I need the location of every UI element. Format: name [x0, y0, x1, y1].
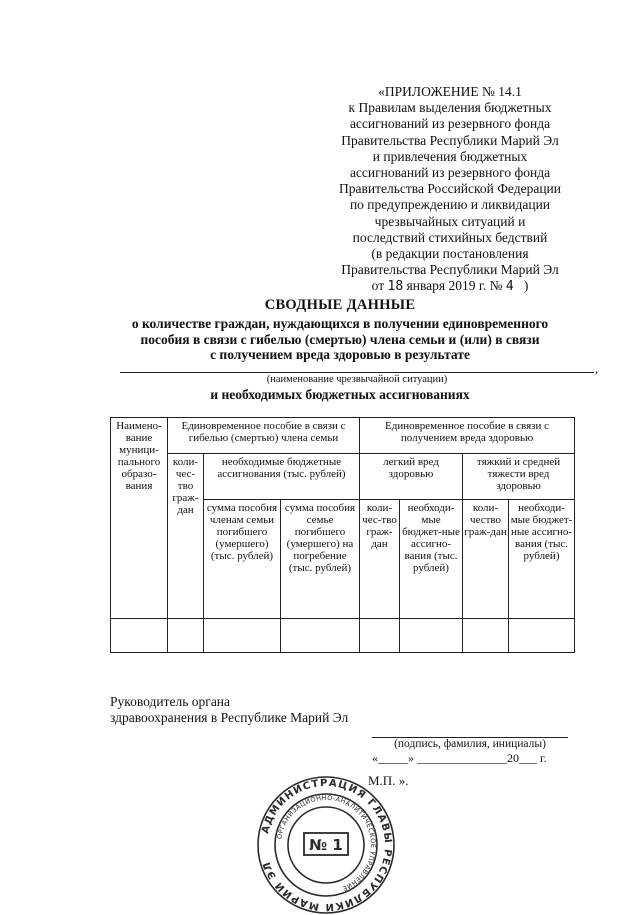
annex-line: (в редакции постановления [371, 246, 529, 262]
annex-date-day: 18 [387, 279, 404, 295]
family-members-sum-header: сумма пособия членам семьи погибшего (умершего) (тыс. рублей) [204, 500, 281, 619]
table-cell[interactable] [400, 618, 463, 652]
signature-caption: (подпись, фамилия, инициалы) [394, 738, 546, 750]
signature-date-line: «_____» _______________20___ г. [372, 751, 547, 765]
table-cell[interactable] [463, 618, 509, 652]
annex-line: чрезвычайных ситуаций и [374, 213, 526, 229]
needed-budget-header: необходимые бюджетные ассигнования (тыс. рублей) [204, 454, 360, 500]
table-cell[interactable] [281, 618, 360, 652]
annex-date-number: 4 [505, 279, 514, 295]
stamp-inner-text: ОРГАНИЗАЦИОННО-АНАЛИТИЧЕСКОЕ УПРАВЛЕНИЕ [275, 793, 378, 893]
table-cell[interactable] [360, 618, 400, 652]
seal-place-label: М.П. ». [368, 773, 409, 788]
head-line: здравоохранения в Республике Марий Эл [110, 710, 349, 725]
annex-line: «ПРИЛОЖЕНИЕ № 14.1 [378, 84, 522, 99]
table-cell[interactable] [168, 618, 204, 652]
annex-line: последствий стихийных бедствий [352, 229, 548, 245]
light-harm-header: легкий вред здоровью [360, 454, 463, 500]
stamp-number: № 1 [309, 836, 343, 854]
light-harm-count-header: коли-чес-тво граж-дан [360, 500, 400, 619]
summary-table [110, 417, 575, 653]
official-stamp-icon [256, 775, 396, 915]
annex-line: по предупреждению и ликвидации [349, 197, 551, 213]
subtitle-line: с получением вреда здоровью в результате [210, 347, 470, 362]
head-of-health-authority [110, 694, 348, 726]
annex-line: ассигнований из резервного фонда [349, 116, 551, 132]
light-harm-budget-header: необходи-мые бюджет-ные ассигно-вания (тыс. рублей) [400, 500, 463, 619]
annex-line: Правительства Республики Марий Эл [341, 132, 559, 148]
annex-date-line [300, 278, 600, 295]
municipality-header: Наимено-вание муници-пального образо-вания [111, 418, 168, 619]
citizens-count-header: коли-чес-тво граж-дан [168, 454, 204, 619]
annex-line: к Правилам выделения бюджетных [348, 100, 552, 116]
document-title: СВОДНЫЕ ДАННЫЕ [264, 297, 416, 313]
severe-harm-count-header: коли-чество граж-дан [463, 500, 509, 619]
annex-line: Правительства Республики Марий Эл [341, 262, 559, 278]
stamp-outer-text: АДМИНИСТРАЦИЯ ГЛАВЫ РЕСПУБЛИКИ МАРИЙ ЭЛ [260, 777, 394, 913]
subtitle-line: о количестве граждан, нуждающихся в получении единовременного [131, 316, 549, 331]
document-subtitle [80, 316, 600, 363]
funeral-sum-header: сумма пособия семье погибшего (умершего) на погребение (тыс. рублей) [281, 500, 360, 619]
annex-line: ассигнований из резервного фонда [349, 165, 551, 181]
emergency-comma: , [595, 361, 599, 376]
budget-needs-title: и необходимых бюджетных ассигнованиях [210, 387, 470, 402]
annex-date-suffix: ) [523, 278, 529, 294]
annex-block [300, 84, 600, 296]
head-line: Руководитель органа [110, 694, 231, 709]
emergency-name-line [120, 372, 594, 373]
death-benefit-header: Единовременное пособие в связи с гибелью (смертью) члена семьи [168, 418, 360, 454]
table-cell[interactable] [111, 618, 168, 652]
annex-line: и привлечения бюджетных [372, 148, 528, 164]
annex-date-middle: января 2019 г. № [406, 278, 503, 294]
table-cell[interactable] [204, 618, 281, 652]
emergency-caption: (наименование чрезвычайной ситуации) [266, 374, 448, 385]
table-row [111, 618, 575, 652]
table-cell[interactable] [509, 618, 575, 652]
subtitle-line: пособия в связи с гибелью (смертью) члена семьи и (или) в связи [140, 331, 540, 347]
health-benefit-header: Единовременное пособие в связи с получением вреда здоровью [360, 418, 575, 454]
annex-date-prefix: от [371, 278, 385, 294]
severe-harm-header: тяжкий и средней тяжести вред здоровью [463, 454, 575, 500]
severe-harm-budget-header: необходи-мые бюджет-ные ассигно-вания (тыс. рублей) [509, 500, 575, 619]
annex-line: Правительства Российской Федерации [339, 181, 561, 197]
